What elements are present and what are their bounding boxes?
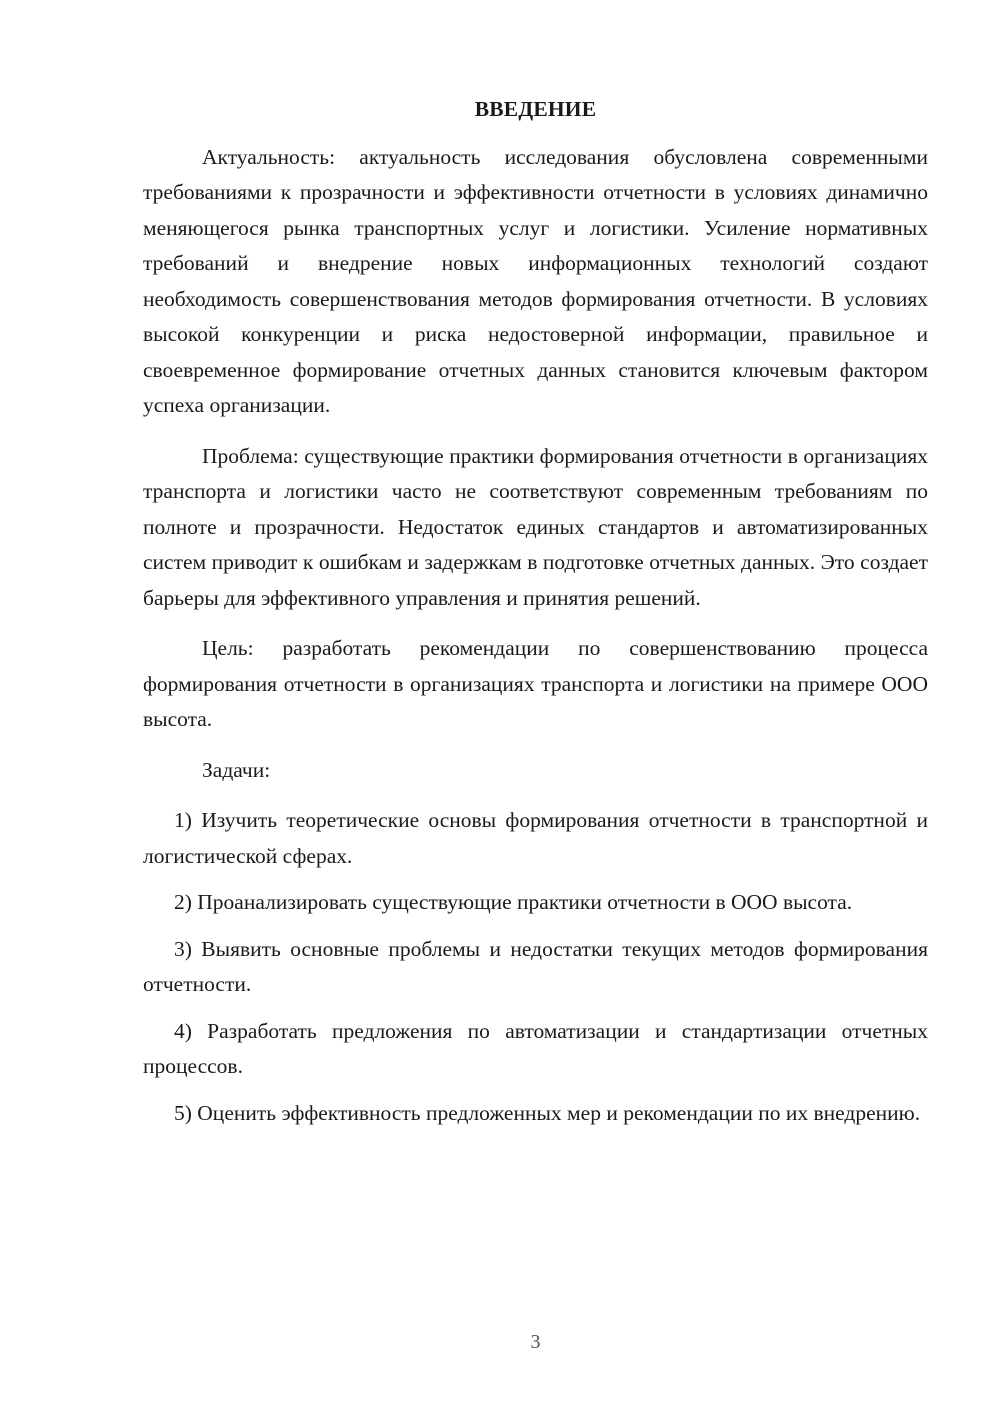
document-page bbox=[143, 92, 928, 1142]
tasks-heading: Задачи: bbox=[202, 757, 271, 782]
task-item: 2) Проанализировать существующие практики отчетности в ООО высота. bbox=[174, 890, 853, 914]
page-number: 3 bbox=[530, 1331, 541, 1353]
task-item: 5) Оценить эффективность предложенных мер и рекомендации по их внедрению. bbox=[174, 1100, 921, 1125]
paragraph-relevance: Актуальность: актуальность исследования обусловлена современными требованиями к прозрачности и эффективности отчетности в условиях динамично меняющегося рынка транспортных услуг и логистики. Усиление нормативных требований и внедрение новых информационных технологий создают необходимость совершенствования методов формирования отчетности. В условиях высокой конкуренции и риска недостоверной информации, правильное и своевременное формирование отчетных данных становится ключевым фактором успеха организации. bbox=[143, 144, 928, 417]
task-item: 1) Изучить теоретические основы формирования отчетности в транспортной и логистической сферах. bbox=[143, 808, 928, 868]
paragraph-goal: Цель: разработать рекомендации по совершенствованию процесса формирования отчетности в организациях транспорта и логистики на примере ООО высота. bbox=[143, 636, 928, 731]
task-item: 4) Разработать предложения по автоматизации и стандартизации отчетных процессов. bbox=[143, 1018, 928, 1078]
tasks-list bbox=[143, 803, 928, 1131]
paragraph-problem: Проблема: существующие практики формирования отчетности в организациях транспорта и логистики часто не соответствуют современным требованиям по полноте и прозрачности. Недостаток единых стандартов и автоматизированных систем приводит к ошибкам и задержкам в подготовке отчетных данных. Это создает барьеры для эффективного управления и принятия решений. bbox=[143, 443, 928, 610]
section-title: ВВЕДЕНИЕ bbox=[474, 97, 597, 121]
task-item: 3) Выявить основные проблемы и недостатки текущих методов формирования отчетности. bbox=[143, 936, 928, 996]
